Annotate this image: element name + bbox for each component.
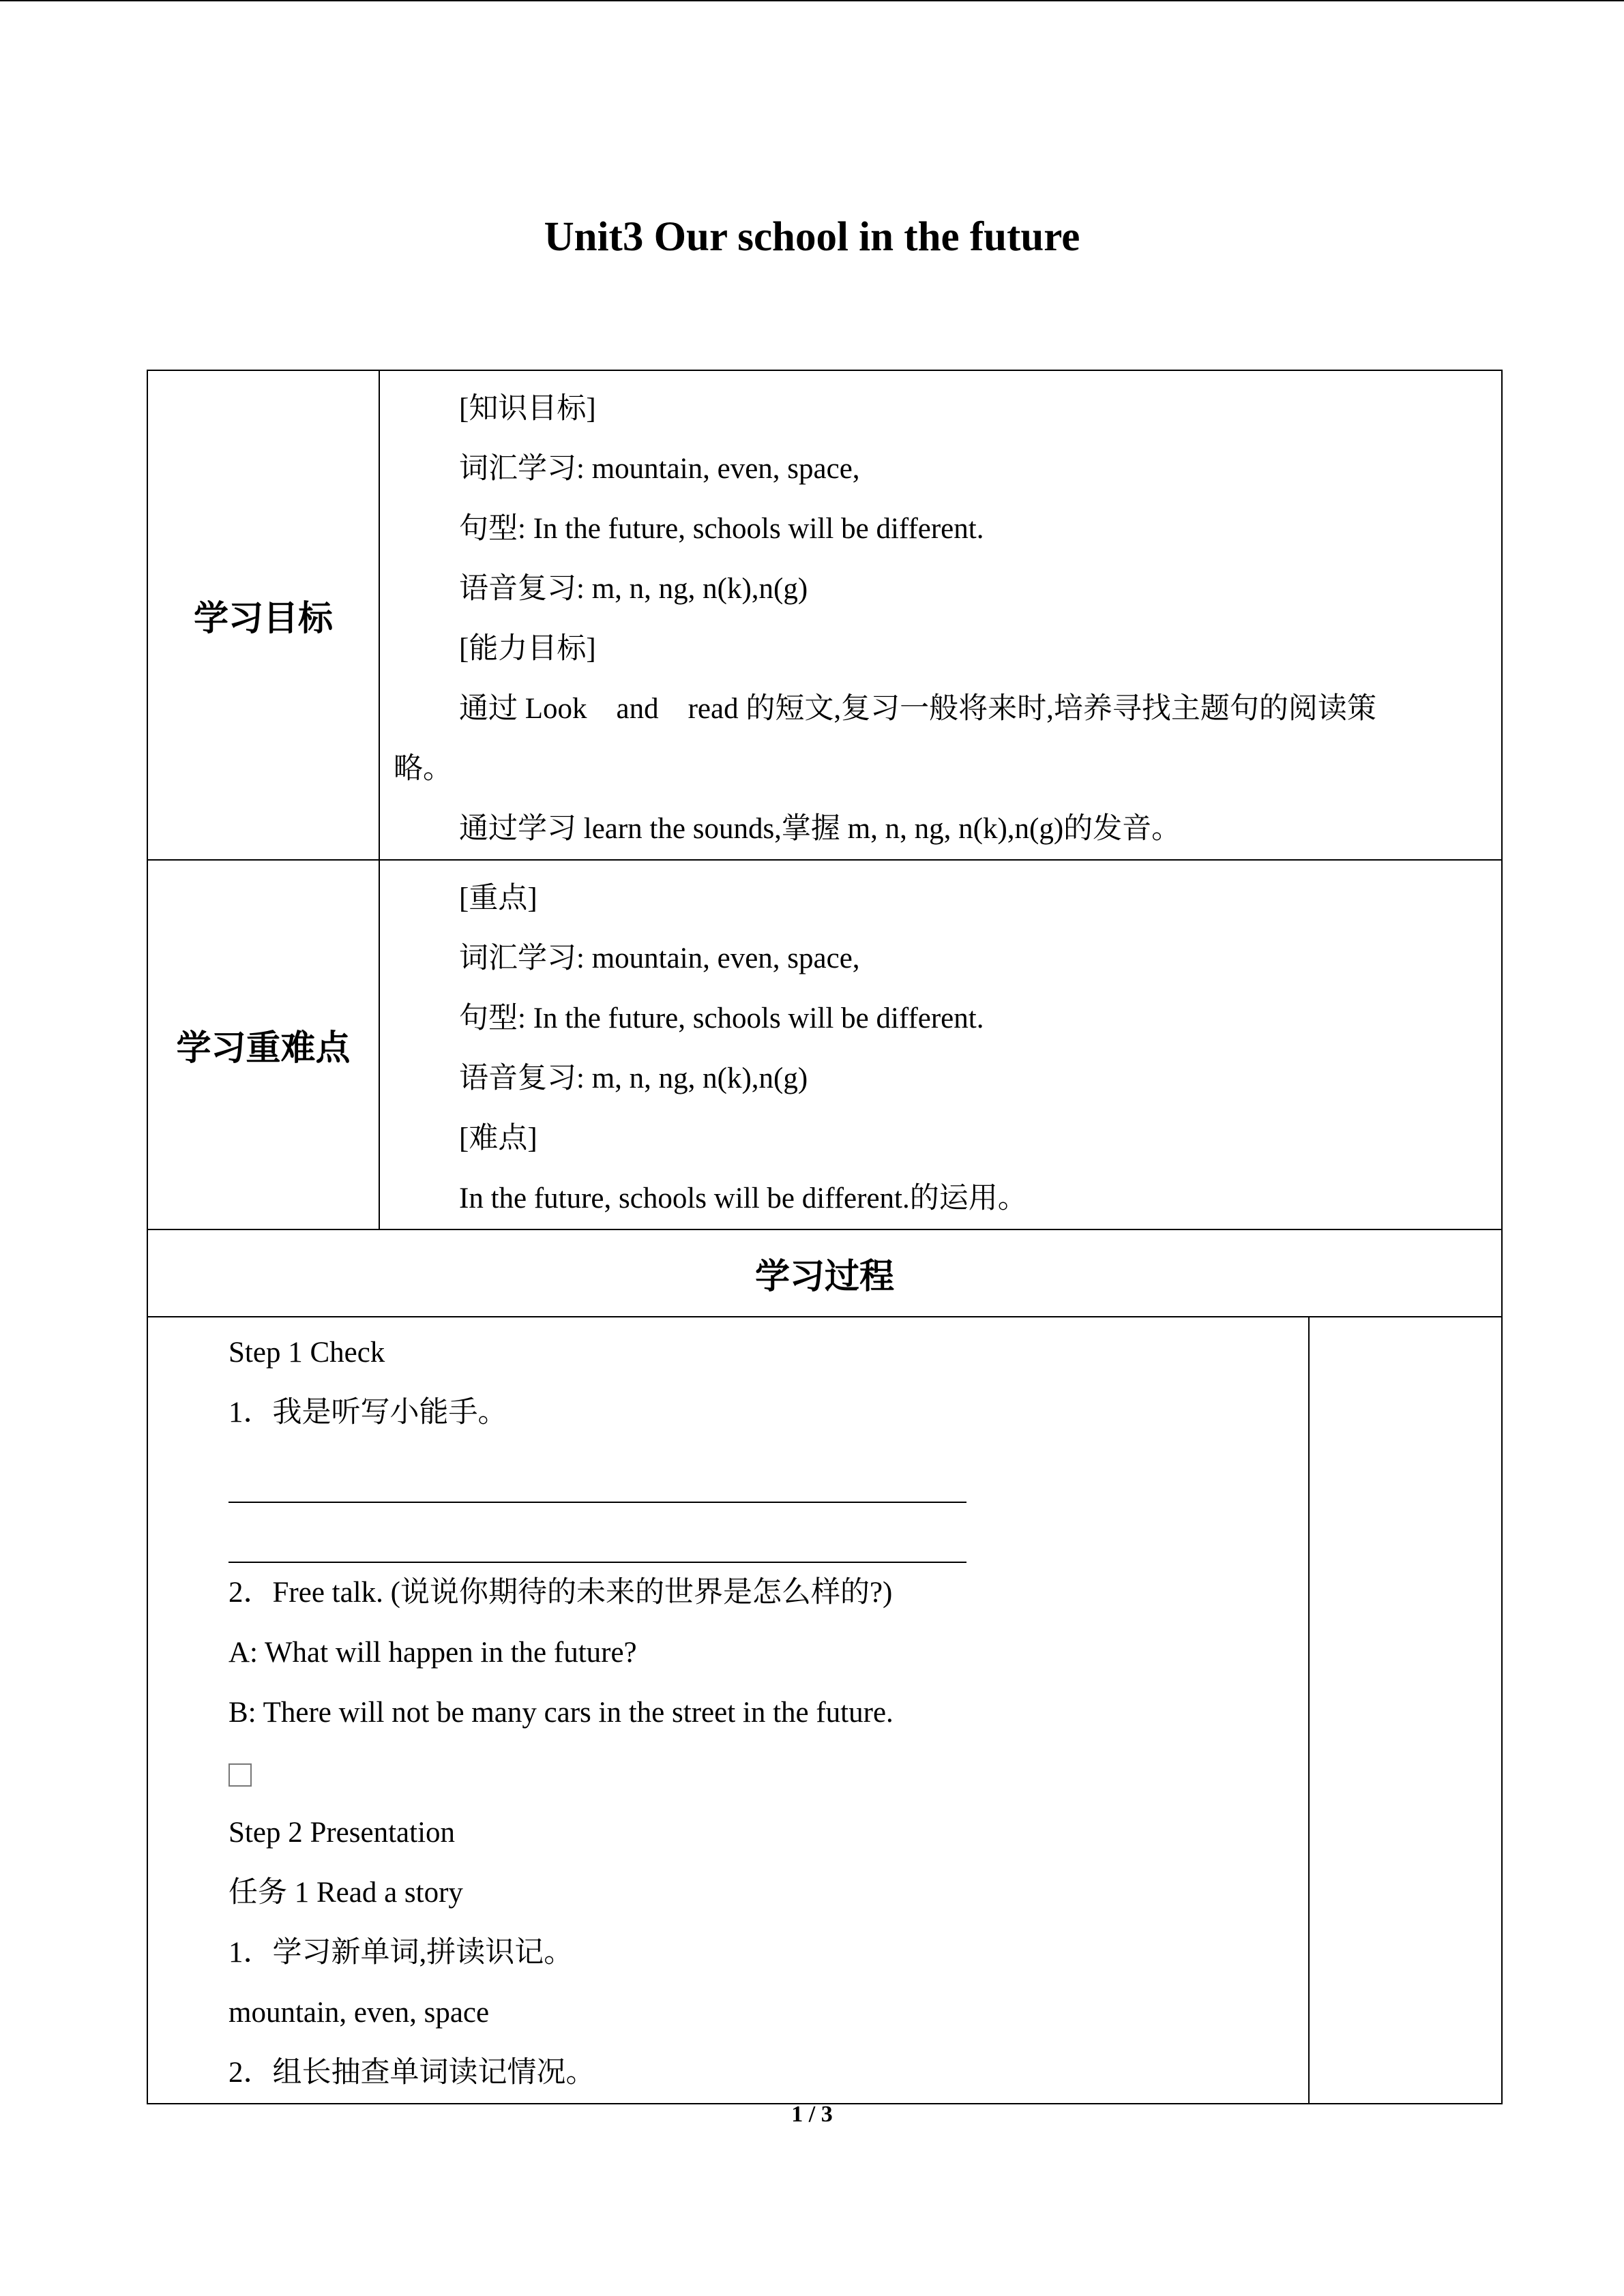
objectives-wrap-tail: 略。 <box>394 753 452 785</box>
objectives-label: 学习目标 <box>147 370 379 860</box>
process-heading-row <box>147 1229 1502 1317</box>
dialog-line-a: A: What will happen in the future? <box>228 1637 637 1669</box>
objectives-line: 词汇学习: mountain, even, space, <box>459 453 860 485</box>
objectives-line: [知识目标] <box>459 393 596 425</box>
task1-item1: 1．学习新单词,拼读识记。 <box>228 1937 574 1969</box>
page-number: 1 / 3 <box>791 2102 833 2127</box>
key-points-line: 句型: In the future, schools will be different. <box>459 1002 984 1034</box>
lesson-plan-table <box>147 370 1503 2104</box>
document-title: Unit3 Our school in the future <box>544 214 1080 260</box>
key-points-content <box>379 860 1502 1229</box>
process-heading: 学习过程 <box>147 1229 1502 1317</box>
objectives-row <box>147 370 1502 860</box>
objectives-wrap-line: 通过 Look and read 的短文,复习一般将来时,培养寻找主题句的阅读策 <box>459 693 1376 725</box>
step1-heading: Step 1 Check <box>228 1337 385 1369</box>
dictation-blank-line[interactable] <box>228 1443 966 1503</box>
step2-heading: Step 2 Presentation <box>228 1817 456 1849</box>
objectives-line: 语音复习: m, n, ng, n(k),n(g) <box>459 573 808 605</box>
task1-item2: 2．组长抽查单词读记情况。 <box>228 2057 595 2089</box>
process-row <box>147 1317 1502 2104</box>
process-content <box>147 1317 1309 2104</box>
checkbox-line <box>228 1743 1308 1803</box>
key-points-line: [难点] <box>459 1122 537 1154</box>
key-points-line: 词汇学习: mountain, even, space, <box>459 942 860 974</box>
objectives-line: 句型: In the future, schools will be different. <box>459 513 984 545</box>
key-points-line: 语音复习: m, n, ng, n(k),n(g) <box>459 1062 808 1094</box>
dialog-line-b: B: There will not be many cars in the street in the future. <box>228 1697 894 1729</box>
dictation-blank-line[interactable] <box>228 1503 966 1563</box>
page-top-border <box>0 0 1624 1</box>
key-points-row <box>147 860 1502 1229</box>
dictation-item: 1．我是听写小能手。 <box>228 1397 507 1429</box>
key-points-label: 学习重难点 <box>147 860 379 1229</box>
objectives-line: 通过学习 learn the sounds,掌握 m, n, ng, n(k),n(g)的发音。 <box>459 813 1181 845</box>
objectives-content <box>379 370 1502 860</box>
objectives-line: [能力目标] <box>459 633 596 665</box>
empty-box-icon <box>228 1763 252 1787</box>
free-talk-item: 2．Free talk. (说说你期待的未来的世界是怎么样的?) <box>228 1577 893 1609</box>
key-points-line: In the future, schools will be different.的运用。 <box>459 1182 1027 1214</box>
key-points-line: [重点] <box>459 882 537 914</box>
vocabulary-words: mountain, even, space <box>228 1997 490 2029</box>
task1-heading: 任务 1 Read a story <box>228 1877 463 1909</box>
notes-column <box>1309 1317 1502 2104</box>
